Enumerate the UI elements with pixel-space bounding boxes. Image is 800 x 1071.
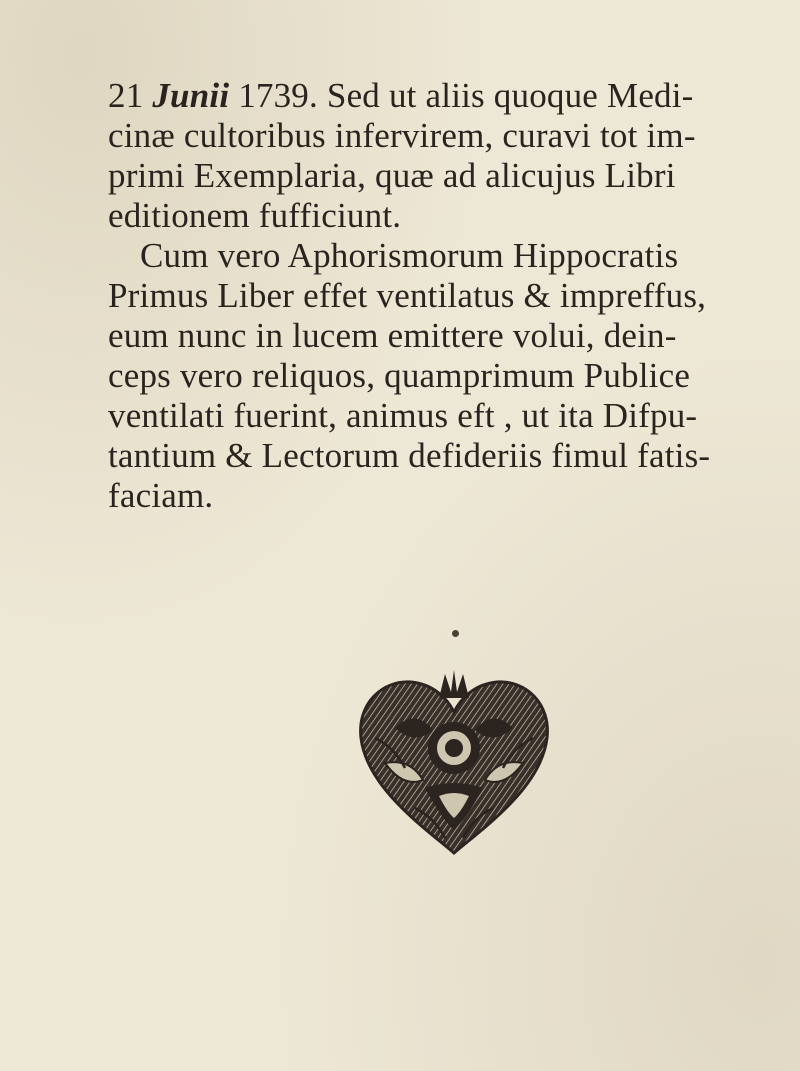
text-line-6: Primus Liber effet ventilatus & impreffus, [108, 276, 707, 315]
text-line-2: cinæ cultoribus infervirem, curavi tot im- [108, 116, 696, 155]
text-line-7: eum nunc in lucem emittere volui, dein- [108, 316, 677, 355]
line-1-rest: Sed ut aliis quoque Medi- [326, 76, 694, 115]
date-month: Junii [152, 76, 230, 115]
text-line-11: faciam. [108, 476, 214, 515]
ornament-speck [452, 630, 459, 637]
text-line-1 [108, 76, 798, 116]
text-line-8: ceps vero reliquos, quamprimum Publice [108, 356, 691, 395]
text-line-9: ventilati fuerint, animus eft , ut ita Difpu- [108, 396, 698, 435]
text-line-4: editionem fufficiunt. [108, 196, 402, 235]
date-day: 21 [108, 76, 144, 115]
text-line-10: tantium & Lectorum defideriis fimul fatis- [108, 436, 711, 475]
date-year: 1739. [238, 76, 318, 115]
text-line-5: Cum vero Aphorismorum Hippocratis [140, 236, 679, 275]
heart-tailpiece-icon [355, 668, 553, 858]
body-text [108, 76, 798, 516]
text-line-3: primi Exemplaria, quæ ad alicujus Libri [108, 156, 676, 195]
